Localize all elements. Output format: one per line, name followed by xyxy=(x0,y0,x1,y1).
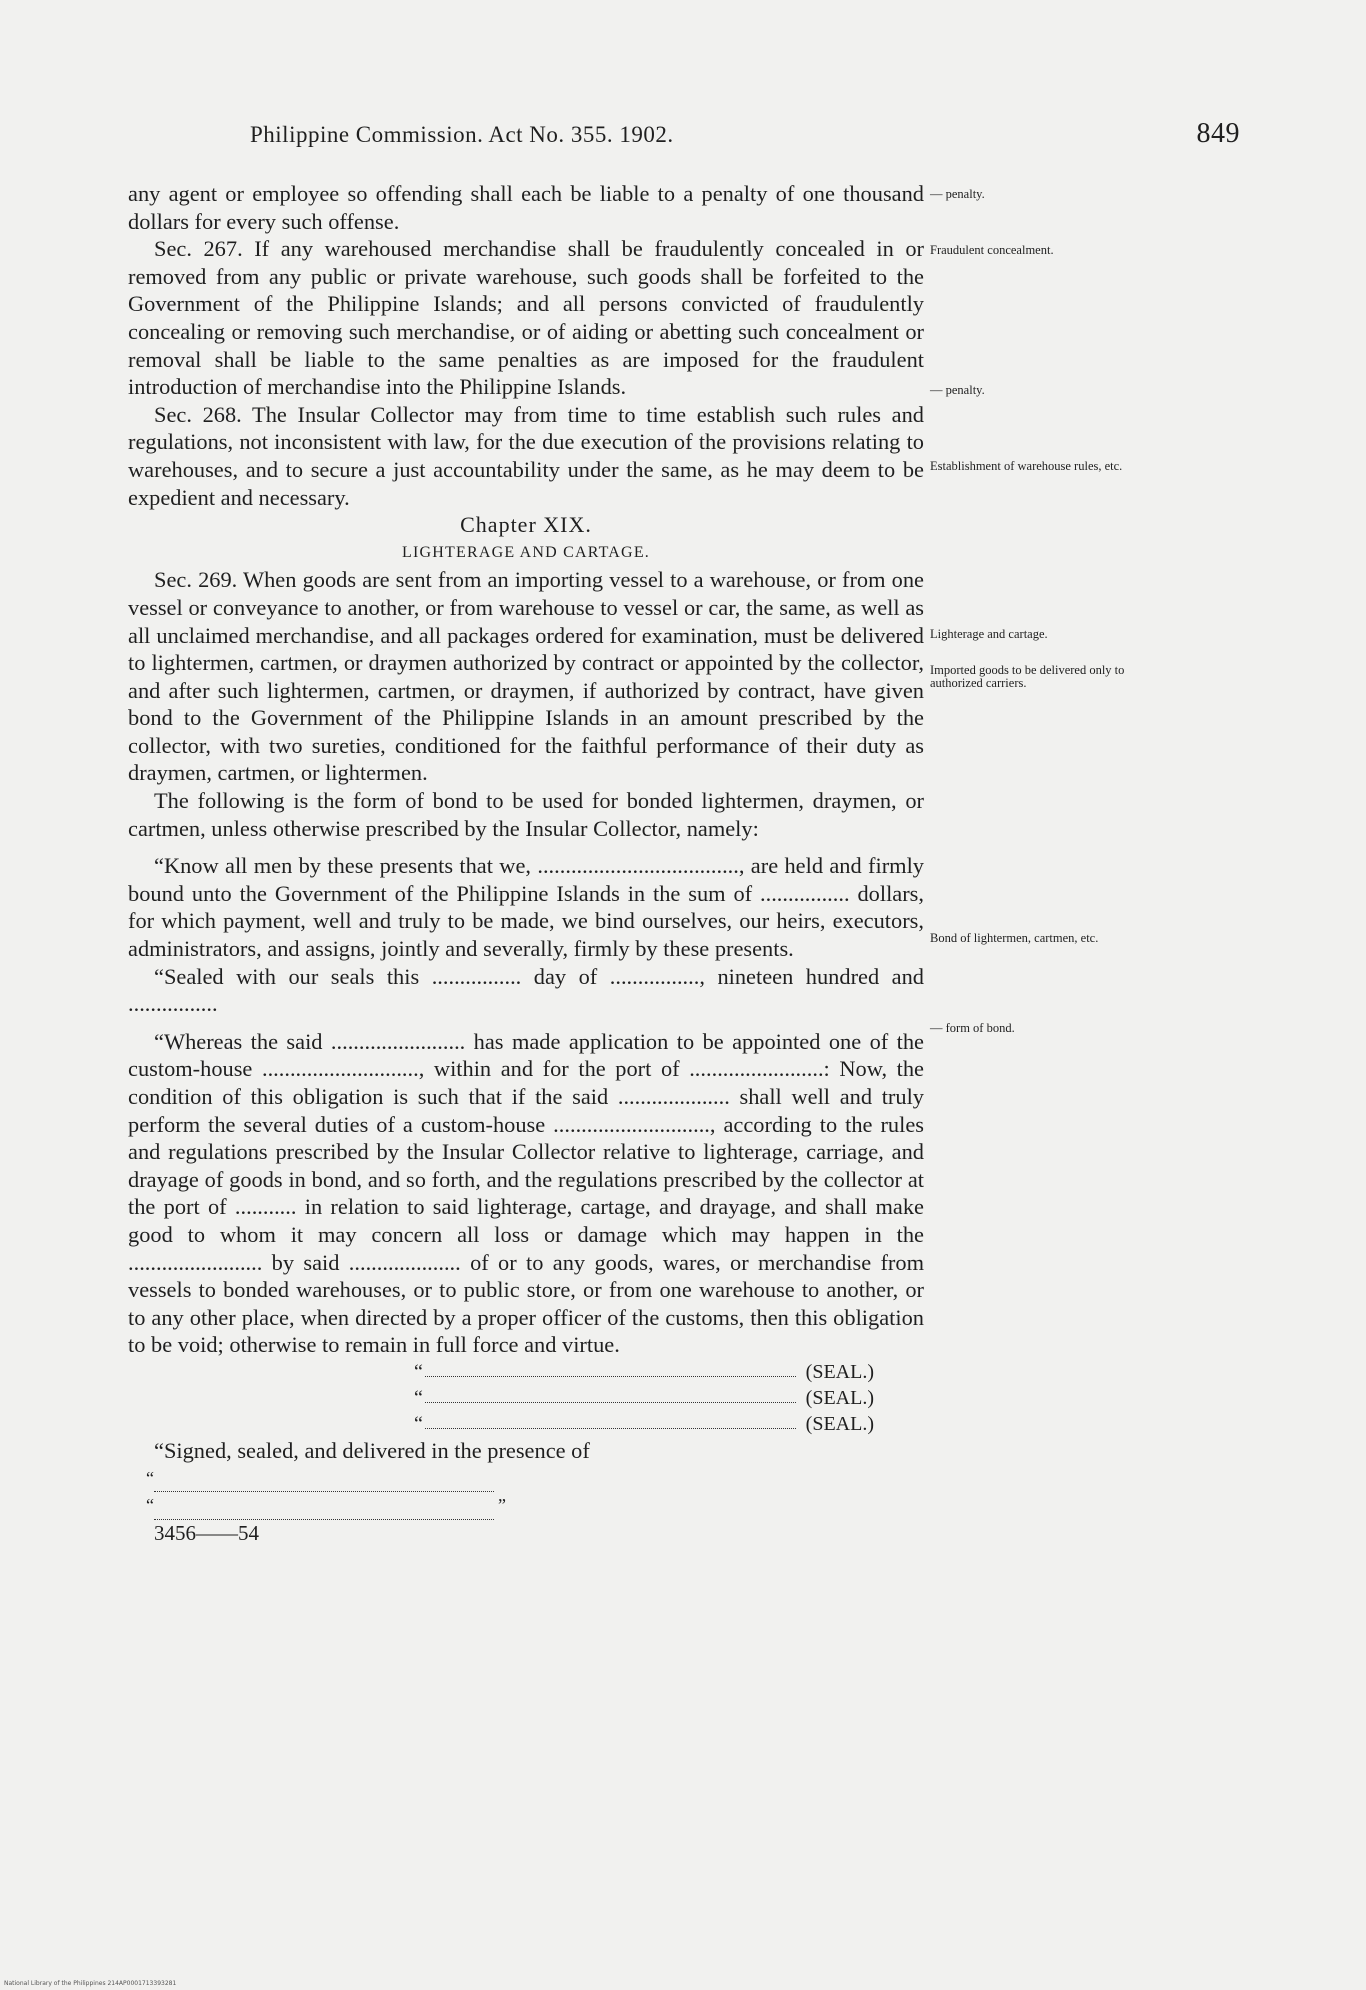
paragraph-sealed: “Sealed with our seals this ................ day of ................, nineteen hundred and ................ xyxy=(128,963,924,1017)
witness-statement: “Signed, sealed, and delivered in the presence of xyxy=(154,1437,590,1463)
paragraph-know-all-men: “Know all men by these presents that we, ...................................., are held and firmly bound unto the Government of the Philippine Islands in the sum of ................ dollars, for which payment, well and truly to be made, we bind ourselves, our heirs, executors, administrators, and assigns, jointly and severally, firmly by these presents. xyxy=(128,853,924,962)
paragraph-whereas: “Whereas the said ........................ has made application to be appointed one of the custom-house ............................, within and for the port of ........................: Now, the condition of this obligation is such that if the said .................... shall well and truly perform the several duties of a custom-house ............................, according to the rules and regulations prescribed by the Insular Collector relative to lighterage, carriage, and drayage of goods in bond, and so forth, and the regulations prescribed by the collector at the port of ........... in relation to said lighterage, cartage, and drayage, and shall make good to whom it may concern all loss or damage which may happen in the ........................ by said .................... of or to any goods, wares, or merchandise from vessels to bonded warehouses, or to public store, or from one warehouse to another, or to any other place, when directed by a proper officer of the customs, then this obligation to be void; otherwise to remain in full force and virtue. xyxy=(128,1028,924,1358)
running-header xyxy=(250,118,1240,149)
paragraph-sec-268: Sec. 268. The Insular Collector may from time to time establish such rules and regulations, not inconsistent with law, for the due execution of the provisions relating to warehouses, and to secure a just accountability under the same, as he may deem to be expedient and necessary. xyxy=(128,401,924,510)
seal-line xyxy=(414,1385,874,1411)
seal-line xyxy=(414,1359,874,1385)
signature-blank xyxy=(425,1385,796,1403)
margin-note-warehouse-rules: Establishment of warehouse rules, etc. xyxy=(930,459,1123,473)
body-text xyxy=(128,180,924,1547)
paragraph-sec-267: Sec. 267. If any warehoused merchandise shall be fraudulently concealed in or removed from any public or private warehouse, such goods shall be forfeited to the Government of the Philippine Islands; and all persons convicted of fraudulently concealing or removing such merchandise, or of aiding or abetting such concealment or removal shall be liable to the same penalties as are imposed for the fraudulent introduction of merchandise into the Philippine Islands. xyxy=(128,236,924,400)
witness-blank xyxy=(154,1471,494,1492)
margin-note-fraudulent-concealment: Fraudulent concealment. xyxy=(930,243,1054,257)
paragraph-sec-269: Sec. 269. When goods are sent from an importing vessel to a warehouse, or from one vessel or conveyance to another, or from warehouse to vessel or car, the same, as well as all unclaimed merchandise, and all packages ordered for examination, must be delivered to lightermen, cartmen, or draymen authorized by contract or appointed by the collector, and after such lightermen, cartmen, or draymen, if authorized by contract, have given bond to the Government of the Philippine Islands in an amount prescribed by the collector, with two sureties, conditioned for the faithful performance of their duty as draymen, cartmen, or lightermen. xyxy=(128,567,924,786)
signature-blank xyxy=(425,1359,796,1377)
seal-line xyxy=(414,1411,874,1437)
seal-label: (SEAL.) xyxy=(805,1412,874,1435)
signature-blank xyxy=(425,1411,796,1429)
close-quote: ” xyxy=(498,1495,506,1516)
seal-signature-block xyxy=(128,1359,924,1437)
chapter-title: Chapter XIX. xyxy=(460,512,592,538)
chapter-subtitle: LIGHTERAGE AND CARTAGE. xyxy=(401,543,650,561)
margin-note-penalty: — penalty. xyxy=(930,383,985,397)
open-quote: “ xyxy=(146,1495,154,1516)
library-imprint: National Library of the Philippines 214AP0001713393281 xyxy=(4,1980,177,1987)
open-quote: “ xyxy=(414,1412,423,1435)
witness-line xyxy=(146,1465,924,1493)
margin-note-form-of-bond: — form of bond. xyxy=(930,1021,1015,1035)
margin-note-bond-of-lightermen: Bond of lightermen, cartmen, etc. xyxy=(930,931,1099,945)
witness-line xyxy=(146,1492,924,1520)
open-quote: “ xyxy=(146,1467,154,1488)
witness-blank xyxy=(154,1499,494,1520)
margin-note-authorized-carriers: Imported goods to be delivered only to authorized carriers. xyxy=(930,663,1125,690)
open-quote: “ xyxy=(414,1386,423,1409)
seal-label: (SEAL.) xyxy=(805,1386,874,1409)
margin-note-penalty: — penalty. xyxy=(930,187,985,201)
paragraph-form-of-bond-intro: The following is the form of bond to be used for bonded lightermen, draymen, or cartmen, unless otherwise prescribed by the Insular Collector, namely: xyxy=(128,788,924,841)
seal-label: (SEAL.) xyxy=(805,1360,874,1383)
page-number: 849 xyxy=(1196,118,1240,149)
paragraph-penalty-continuation: any agent or employee so offending shall each be liable to a penalty of one thousand dollars for every such offense. xyxy=(128,181,924,234)
open-quote: “ xyxy=(414,1360,423,1383)
signature-mark: 3456——54 xyxy=(154,1520,259,1545)
margin-note-lighterage: Lighterage and cartage. xyxy=(930,627,1048,641)
running-title: Philippine Commission. Act No. 355. 1902. xyxy=(250,122,674,147)
